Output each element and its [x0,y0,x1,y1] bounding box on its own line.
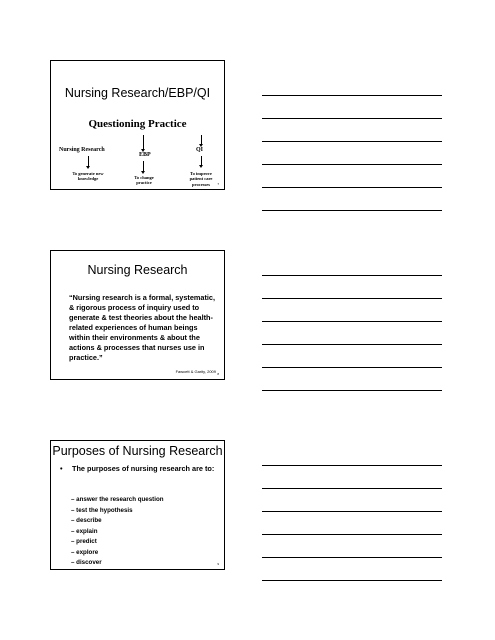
bullet-text: The purposes of nursing research are to: [72,464,215,473]
desc-text: To generate new knowledge [72,171,104,182]
slide-nursing-research [50,250,225,380]
page-number: 7 [217,182,219,186]
arrow-down-icon [143,161,144,171]
list-item: – answer the research question [71,496,164,503]
list-item: – explore [71,548,99,556]
note-line [262,367,442,368]
definition-quote: “Nursing research is a formal, systematic, & rigorous process of inquiry used to generate & test theories about the health-related experiences of human beings within their environments & about the actions & processes that nurses use in practice.” [69,293,216,363]
note-line [262,118,442,119]
note-line [262,187,442,188]
column-title-qi: QI [196,147,204,153]
column-desc-nursing-research [63,171,113,182]
note-line [262,488,442,489]
bullet-item [60,464,220,474]
column-title-nursing-research: Nursing Research [59,147,105,153]
note-line [262,580,442,581]
arrow-down-icon [201,135,202,144]
slide-title: Nursing Research [87,263,188,277]
list-item: – describe [71,517,102,524]
list-item: – predict [71,538,97,545]
slide-purposes-of-nursing-research [50,440,225,570]
note-line [262,321,442,322]
bullet-icon: • [60,464,63,473]
note-line [262,164,442,165]
desc-text: To change practice [134,175,154,186]
note-line [262,344,442,345]
list-item: – discover [71,559,102,566]
arrow-down-icon [143,135,144,149]
slide-title: Purposes of Nursing Research [52,444,223,458]
note-line [262,511,442,512]
purposes-list [71,495,164,569]
note-line [262,390,442,391]
arrow-down-icon [201,156,202,165]
note-line [262,275,442,276]
note-line [262,210,442,211]
citation: Fawcett & Garity, 2009 [175,369,216,374]
page-number: 8 [217,372,219,376]
note-line [262,465,442,466]
column-title-ebp: EBP [139,152,151,158]
note-line [262,95,442,96]
page-number: 9 [217,562,219,566]
slide-nursing-research-ebp-qi [50,60,225,190]
desc-text: To improve patient care processes [189,171,213,187]
note-line [262,141,442,142]
note-line [262,298,442,299]
list-item: – explain [71,527,98,535]
column-desc-ebp [119,175,169,186]
slide-subtitle: Questioning Practice [88,118,187,130]
note-line [262,534,442,535]
arrow-down-icon [88,156,89,166]
list-item: – test the hypothesis [71,506,133,514]
slide-title: Nursing Research/EBP/QI [64,86,211,100]
note-line [262,557,442,558]
